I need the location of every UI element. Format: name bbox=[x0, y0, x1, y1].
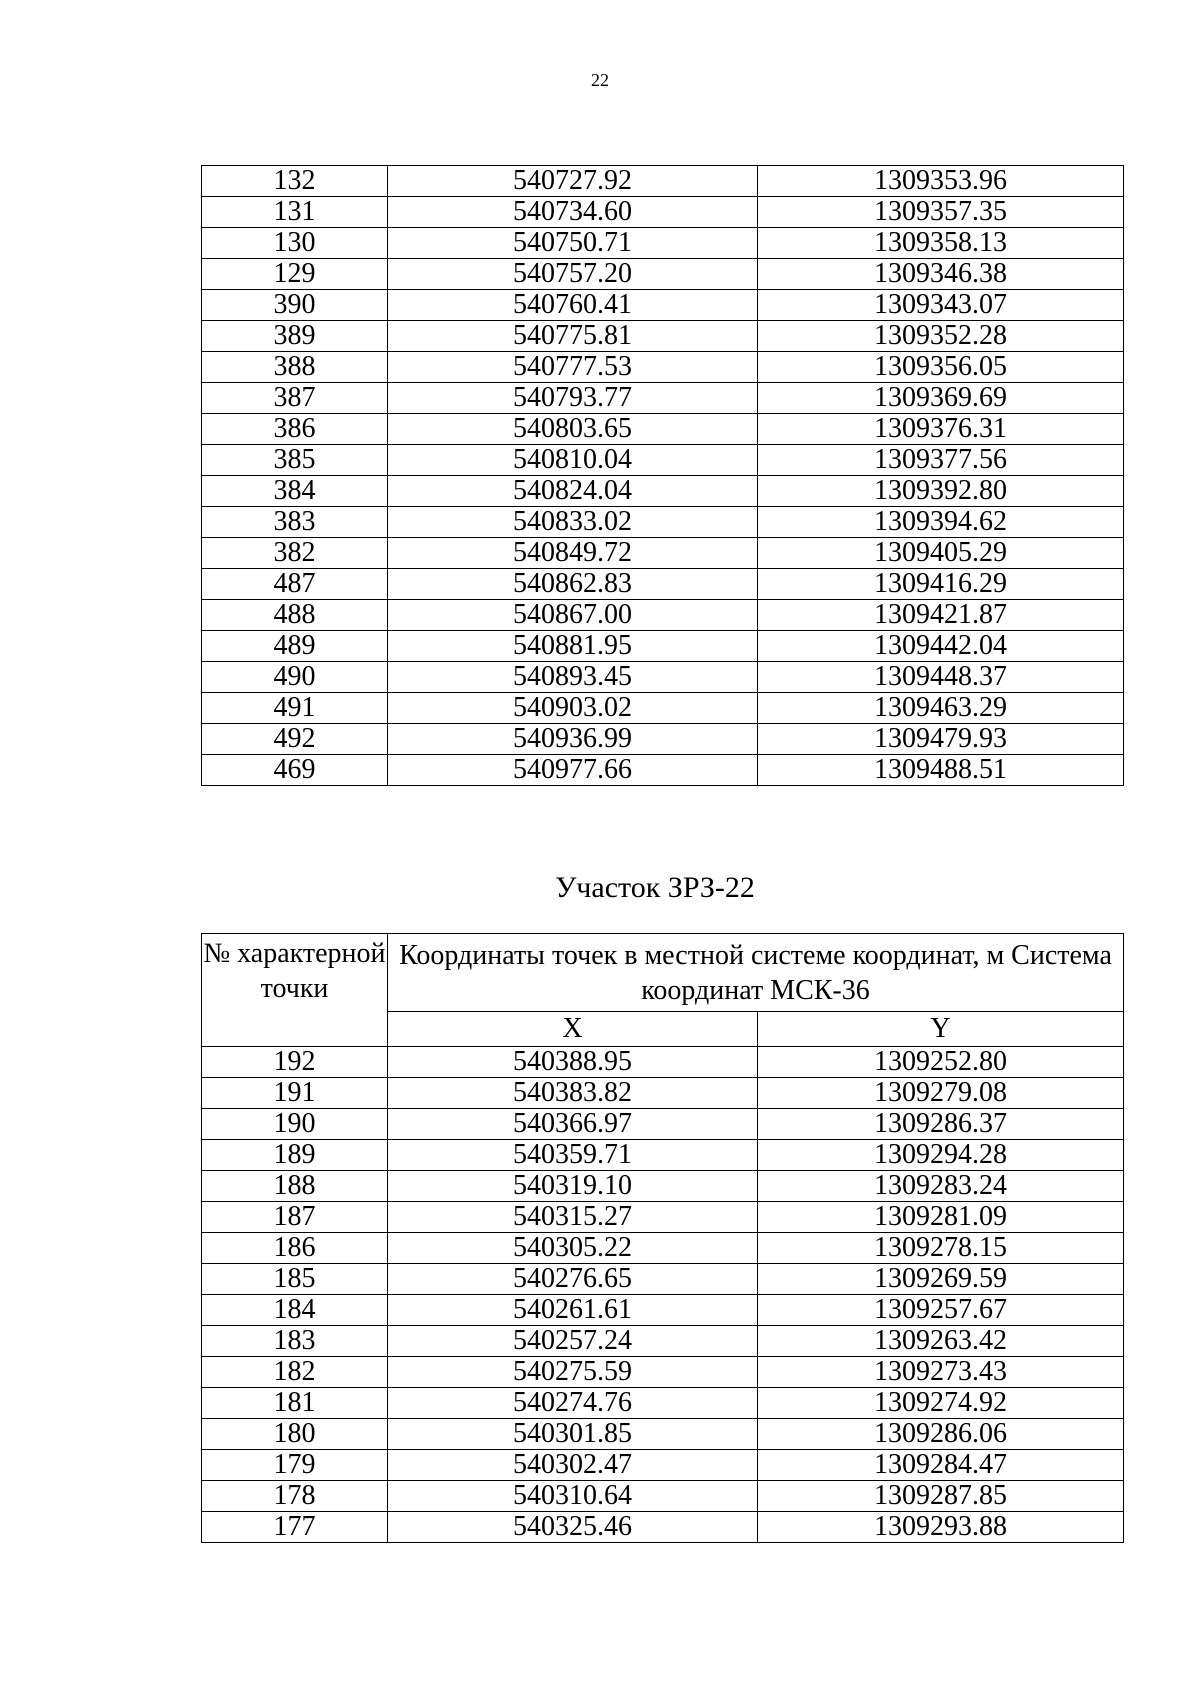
y-coordinate-cell: 1309283.24 bbox=[758, 1171, 1124, 1202]
point-number-cell: 492 bbox=[202, 724, 388, 755]
point-number-cell: 130 bbox=[202, 228, 388, 259]
table-row bbox=[202, 631, 1124, 662]
table-row bbox=[202, 1109, 1124, 1140]
x-coordinate-cell: 540302.47 bbox=[388, 1450, 758, 1481]
y-coordinate-cell: 1309293.88 bbox=[758, 1512, 1124, 1543]
coordinates-header: Координаты точек в местной системе координат, м Система координат МСК-36 bbox=[388, 934, 1124, 1012]
page-number: 22 bbox=[591, 70, 609, 90]
point-number-cell: 183 bbox=[202, 1326, 388, 1357]
x-coordinate-cell: 540893.45 bbox=[388, 662, 758, 693]
table-row bbox=[202, 600, 1124, 631]
table-row bbox=[202, 1481, 1124, 1512]
y-coordinate-cell: 1309394.62 bbox=[758, 507, 1124, 538]
x-coordinate-cell: 540275.59 bbox=[388, 1357, 758, 1388]
x-coordinate-cell: 540903.02 bbox=[388, 693, 758, 724]
x-coordinate-cell: 540274.76 bbox=[388, 1388, 758, 1419]
table-row bbox=[202, 259, 1124, 290]
point-number-cell: 382 bbox=[202, 538, 388, 569]
table-row bbox=[202, 290, 1124, 321]
table-row bbox=[202, 197, 1124, 228]
table-row bbox=[202, 1326, 1124, 1357]
point-number-cell: 384 bbox=[202, 476, 388, 507]
y-coordinate-cell: 1309416.29 bbox=[758, 569, 1124, 600]
table-row bbox=[202, 569, 1124, 600]
point-number-cell: 132 bbox=[202, 166, 388, 197]
y-coordinate-cell: 1309287.85 bbox=[758, 1481, 1124, 1512]
y-coordinate-cell: 1309294.28 bbox=[758, 1140, 1124, 1171]
y-coordinate-cell: 1309286.06 bbox=[758, 1419, 1124, 1450]
table-row bbox=[202, 1450, 1124, 1481]
y-coordinate-cell: 1309353.96 bbox=[758, 166, 1124, 197]
point-number-cell: 191 bbox=[202, 1078, 388, 1109]
x-coordinate-cell: 540862.83 bbox=[388, 569, 758, 600]
point-number-cell: 469 bbox=[202, 755, 388, 786]
x-coordinate-cell: 540359.71 bbox=[388, 1140, 758, 1171]
y-coordinate-cell: 1309281.09 bbox=[758, 1202, 1124, 1233]
x-coordinate-cell: 540310.64 bbox=[388, 1481, 758, 1512]
x-coordinate-cell: 540257.24 bbox=[388, 1326, 758, 1357]
table-row bbox=[202, 1512, 1124, 1543]
x-coordinate-cell: 540803.65 bbox=[388, 414, 758, 445]
y-coordinate-cell: 1309442.04 bbox=[758, 631, 1124, 662]
y-coordinate-cell: 1309463.29 bbox=[758, 693, 1124, 724]
table-row bbox=[202, 662, 1124, 693]
table-row bbox=[202, 414, 1124, 445]
y-coordinate-cell: 1309357.35 bbox=[758, 197, 1124, 228]
y-coordinate-cell: 1309257.67 bbox=[758, 1295, 1124, 1326]
point-number-cell: 186 bbox=[202, 1233, 388, 1264]
x-coordinate-cell: 540760.41 bbox=[388, 290, 758, 321]
y-coordinate-cell: 1309273.43 bbox=[758, 1357, 1124, 1388]
y-coordinate-cell: 1309284.47 bbox=[758, 1450, 1124, 1481]
x-coordinate-cell: 540319.10 bbox=[388, 1171, 758, 1202]
x-coordinate-cell: 540305.22 bbox=[388, 1233, 758, 1264]
point-number-cell: 129 bbox=[202, 259, 388, 290]
table-body bbox=[202, 166, 1124, 786]
point-number-cell: 386 bbox=[202, 414, 388, 445]
table-row bbox=[202, 724, 1124, 755]
point-number-cell: 182 bbox=[202, 1357, 388, 1388]
y-coordinate-cell: 1309279.08 bbox=[758, 1078, 1124, 1109]
x-coordinate-cell: 540867.00 bbox=[388, 600, 758, 631]
point-number-cell: 491 bbox=[202, 693, 388, 724]
y-coordinate-cell: 1309346.38 bbox=[758, 259, 1124, 290]
x-coordinate-cell: 540383.82 bbox=[388, 1078, 758, 1109]
x-coordinate-cell: 540276.65 bbox=[388, 1264, 758, 1295]
point-number-cell: 178 bbox=[202, 1481, 388, 1512]
x-coordinate-cell: 540734.60 bbox=[388, 197, 758, 228]
table-body bbox=[202, 1047, 1124, 1543]
table-row bbox=[202, 1078, 1124, 1109]
point-number-cell: 131 bbox=[202, 197, 388, 228]
table-row bbox=[202, 507, 1124, 538]
point-number-cell: 388 bbox=[202, 352, 388, 383]
table-row bbox=[202, 1171, 1124, 1202]
x-coordinate-cell: 540777.53 bbox=[388, 352, 758, 383]
y-coordinate-cell: 1309405.29 bbox=[758, 538, 1124, 569]
x-coordinate-cell: 540936.99 bbox=[388, 724, 758, 755]
x-coordinate-cell: 540301.85 bbox=[388, 1419, 758, 1450]
y-coordinate-cell: 1309479.93 bbox=[758, 724, 1124, 755]
x-coordinate-cell: 540261.61 bbox=[388, 1295, 758, 1326]
y-coordinate-cell: 1309278.15 bbox=[758, 1233, 1124, 1264]
point-number-cell: 489 bbox=[202, 631, 388, 662]
point-number-cell: 389 bbox=[202, 321, 388, 352]
point-number-cell: 180 bbox=[202, 1419, 388, 1450]
y-coordinate-cell: 1309377.56 bbox=[758, 445, 1124, 476]
y-coordinate-cell: 1309356.05 bbox=[758, 352, 1124, 383]
x-coordinate-cell: 540793.77 bbox=[388, 383, 758, 414]
table-row bbox=[202, 693, 1124, 724]
point-number-cell: 188 bbox=[202, 1171, 388, 1202]
table-row bbox=[202, 352, 1124, 383]
table-row bbox=[202, 1295, 1124, 1326]
point-number-cell: 385 bbox=[202, 445, 388, 476]
x-coordinate-cell: 540881.95 bbox=[388, 631, 758, 662]
point-number-cell: 184 bbox=[202, 1295, 388, 1326]
x-coordinate-cell: 540810.04 bbox=[388, 445, 758, 476]
table-row bbox=[202, 1264, 1124, 1295]
y-coordinate-cell: 1309488.51 bbox=[758, 755, 1124, 786]
x-coordinate-cell: 540849.72 bbox=[388, 538, 758, 569]
x-coordinate-cell: 540325.46 bbox=[388, 1512, 758, 1543]
y-coordinate-cell: 1309358.13 bbox=[758, 228, 1124, 259]
y-coordinate-cell: 1309448.37 bbox=[758, 662, 1124, 693]
x-coordinate-cell: 540315.27 bbox=[388, 1202, 758, 1233]
y-coordinate-cell: 1309369.69 bbox=[758, 383, 1124, 414]
table-row bbox=[202, 1202, 1124, 1233]
x-coordinate-cell: 540833.02 bbox=[388, 507, 758, 538]
table-row bbox=[202, 538, 1124, 569]
table-row bbox=[202, 383, 1124, 414]
table-row bbox=[202, 166, 1124, 197]
point-number-cell: 179 bbox=[202, 1450, 388, 1481]
point-number-cell: 383 bbox=[202, 507, 388, 538]
x-coordinate-cell: 540388.95 bbox=[388, 1047, 758, 1078]
table-row bbox=[202, 1388, 1124, 1419]
point-number-cell: 490 bbox=[202, 662, 388, 693]
point-number-cell: 181 bbox=[202, 1388, 388, 1419]
x-coordinate-cell: 540750.71 bbox=[388, 228, 758, 259]
point-number-cell: 387 bbox=[202, 383, 388, 414]
y-coordinate-cell: 1309343.07 bbox=[758, 290, 1124, 321]
y-column-header: Y bbox=[758, 1012, 1124, 1047]
table-row bbox=[202, 476, 1124, 507]
coordinates-table-continued bbox=[201, 165, 1124, 786]
y-coordinate-cell: 1309252.80 bbox=[758, 1047, 1124, 1078]
y-coordinate-cell: 1309421.87 bbox=[758, 600, 1124, 631]
table-row bbox=[202, 321, 1124, 352]
x-coordinate-cell: 540775.81 bbox=[388, 321, 758, 352]
x-column-header: X bbox=[388, 1012, 758, 1047]
table-row bbox=[202, 1140, 1124, 1171]
section-title: Участок ЗРЗ-22 bbox=[555, 871, 755, 904]
table-row bbox=[202, 1357, 1124, 1388]
table-row bbox=[202, 1419, 1124, 1450]
y-coordinate-cell: 1309376.31 bbox=[758, 414, 1124, 445]
table-row bbox=[202, 445, 1124, 476]
point-number-cell: 189 bbox=[202, 1140, 388, 1171]
x-coordinate-cell: 540366.97 bbox=[388, 1109, 758, 1140]
point-number-cell: 192 bbox=[202, 1047, 388, 1078]
coordinates-table bbox=[201, 933, 1124, 1543]
table-row bbox=[202, 755, 1124, 786]
table-row bbox=[202, 228, 1124, 259]
point-number-cell: 187 bbox=[202, 1202, 388, 1233]
y-coordinate-cell: 1309352.28 bbox=[758, 321, 1124, 352]
y-coordinate-cell: 1309286.37 bbox=[758, 1109, 1124, 1140]
point-number-cell: 390 bbox=[202, 290, 388, 321]
table-row bbox=[202, 1233, 1124, 1264]
y-coordinate-cell: 1309392.80 bbox=[758, 476, 1124, 507]
x-coordinate-cell: 540824.04 bbox=[388, 476, 758, 507]
point-number-cell: 185 bbox=[202, 1264, 388, 1295]
point-number-cell: 177 bbox=[202, 1512, 388, 1543]
x-coordinate-cell: 540727.92 bbox=[388, 166, 758, 197]
x-coordinate-cell: 540977.66 bbox=[388, 755, 758, 786]
x-coordinate-cell: 540757.20 bbox=[388, 259, 758, 290]
point-number-cell: 488 bbox=[202, 600, 388, 631]
y-coordinate-cell: 1309274.92 bbox=[758, 1388, 1124, 1419]
point-number-cell: 487 bbox=[202, 569, 388, 600]
table-row bbox=[202, 1047, 1124, 1078]
point-number-header: № характерной точки bbox=[202, 934, 388, 1047]
point-number-cell: 190 bbox=[202, 1109, 388, 1140]
y-coordinate-cell: 1309263.42 bbox=[758, 1326, 1124, 1357]
y-coordinate-cell: 1309269.59 bbox=[758, 1264, 1124, 1295]
table-header bbox=[202, 934, 1124, 1047]
